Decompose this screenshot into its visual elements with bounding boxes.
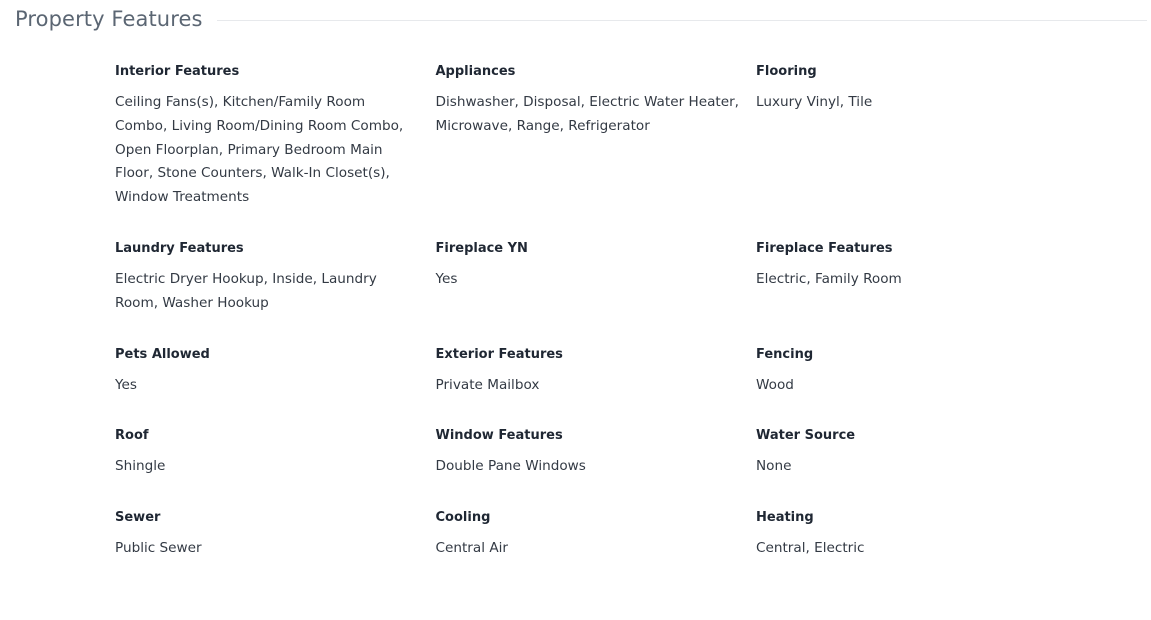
feature-heating <box>756 509 1076 591</box>
feature-value: Central Air <box>435 540 508 556</box>
feature-roof <box>115 427 436 509</box>
feature-value: Public Sewer <box>115 540 202 556</box>
feature-label: Cooling <box>435 510 491 525</box>
feature-value: Dishwasher, Disposal, Electric Water Heater, Microwave, Range, Refrigerator <box>435 94 740 134</box>
feature-fireplace-features <box>756 240 1076 346</box>
feature-value: Luxury Vinyl, Tile <box>756 94 873 110</box>
feature-cooling <box>436 509 757 591</box>
feature-value: Double Pane Windows <box>435 458 586 474</box>
feature-label: Flooring <box>756 64 817 79</box>
feature-value: Yes <box>435 271 458 287</box>
section-header <box>15 3 1147 35</box>
feature-label: Interior Features <box>115 64 240 79</box>
feature-label: Fencing <box>756 347 814 362</box>
feature-appliances <box>436 63 757 240</box>
feature-flooring <box>756 63 1076 240</box>
feature-value: Shingle <box>115 458 166 474</box>
feature-laundry-features <box>115 240 436 346</box>
feature-label: Pets Allowed <box>115 347 210 362</box>
feature-label: Water Source <box>756 428 856 443</box>
feature-fireplace-yn <box>436 240 757 346</box>
feature-water-source <box>756 427 1076 509</box>
feature-label: Window Features <box>435 428 563 443</box>
features-grid <box>115 63 1115 591</box>
section-title: Property Features <box>15 7 203 31</box>
feature-value: None <box>756 458 792 474</box>
feature-value: Yes <box>115 377 137 393</box>
feature-pets-allowed <box>115 346 436 427</box>
feature-label: Heating <box>756 510 814 525</box>
feature-value: Electric, Family Room <box>756 271 902 287</box>
feature-exterior-features <box>436 346 757 427</box>
feature-value: Wood <box>756 377 794 393</box>
section-divider <box>217 20 1147 21</box>
feature-value: Electric Dryer Hookup, Inside, Laundry Room, Washer Hookup <box>115 271 377 311</box>
feature-window-features <box>436 427 757 509</box>
feature-sewer <box>115 509 436 591</box>
feature-interior-features <box>115 63 436 240</box>
feature-value: Private Mailbox <box>435 377 540 393</box>
feature-label: Fireplace Features <box>756 241 893 256</box>
feature-label: Exterior Features <box>435 347 563 362</box>
feature-label: Sewer <box>115 510 161 525</box>
feature-label: Roof <box>115 428 149 443</box>
feature-label: Appliances <box>435 64 516 79</box>
feature-value: Ceiling Fans(s), Kitchen/Family Room Combo, Living Room/Dining Room Combo, Open Floorplan, Primary Bedroom Main Floor, Stone Counters, Walk-In Closet(s), Window Treatments <box>115 94 404 206</box>
feature-label: Fireplace YN <box>435 241 528 256</box>
feature-value: Central, Electric <box>756 540 865 556</box>
feature-label: Laundry Features <box>115 241 244 256</box>
feature-fencing <box>756 346 1076 427</box>
